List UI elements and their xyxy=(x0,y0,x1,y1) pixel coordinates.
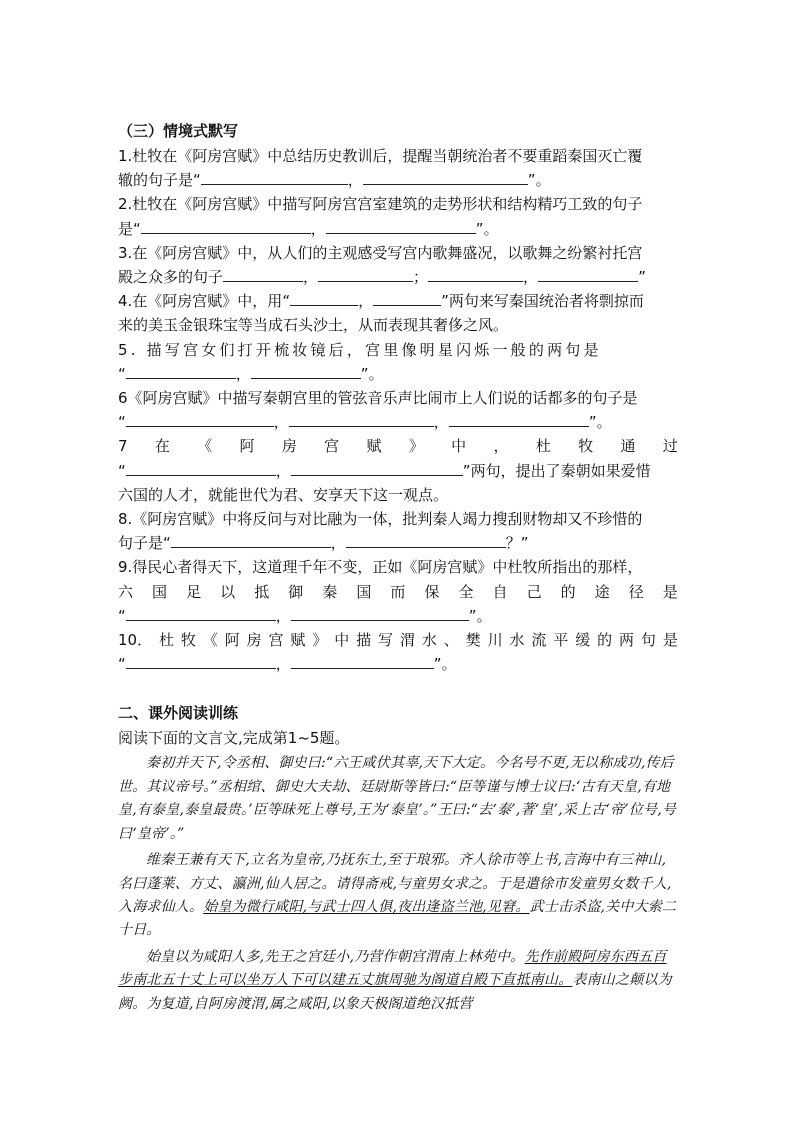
question-10-line-1: 10． 杜 牧 《 阿 房 宫 赋 》 中 描 写 渭 水 、 樊 川 水 流 平 缓 的 两 句 是 xyxy=(118,631,678,650)
answer-blank[interactable] xyxy=(291,654,434,669)
question-4-line-1: 4.在《阿房宫赋》中，用“ ， ”两句来写秦国统治者将剽掠而 xyxy=(118,292,644,311)
answer-blank[interactable] xyxy=(538,267,638,282)
classical-paragraph-2: 维秦王兼有天下,立名为皇帝,乃抚东土,至于琅邪。齐人徐市等上书,言海中有三神山,名曰蓬莱、方丈、瀛洲,仙人居之。请得斋戒,与童男女求之。于是遣徐市发童男女数千人,入海求仙人。始皇为微行咸阳,与武士四人俱,夜出逢盗兰池,见窘。武士击杀盗,关中大索二十日。 xyxy=(118,852,677,939)
question-7-line-2: “ ， ”两句，提出了秦朝如果爱惜 xyxy=(118,461,651,480)
question-3-line-1: 3.在《阿房宫赋》中，从人们的主观感受写宫内歌舞盛况，以歌舞之纷繁衬托宫 xyxy=(118,243,643,262)
question-6-line-2: “ ， ， ”。 xyxy=(118,413,612,432)
section-spacer xyxy=(118,676,678,700)
answer-blank[interactable] xyxy=(223,267,303,282)
question-4-line-2: 来的美玉金银珠宝等当成石头沙土，从而表现其奢侈之风。 xyxy=(118,316,509,335)
answer-blank[interactable] xyxy=(126,412,274,427)
answer-blank[interactable] xyxy=(291,606,469,621)
question-9-line-3: “ ， ”。 xyxy=(118,606,492,625)
question-7-line-1: 7 在 《 阿 房 宫 赋 》 中 ， 杜 牧 通 过 xyxy=(118,437,678,456)
question-7-line-3: 六国的人才，就能世代为君、安享天下这一观点。 xyxy=(118,485,449,504)
answer-blank[interactable] xyxy=(289,412,434,427)
question-1-line-2: 辙的句子是“ ， ”。 xyxy=(118,171,551,190)
question-1-line-1: 1.杜牧在《阿房宫赋》中总结历史教训后，提醒当朝统治者不要重蹈秦国灭亡覆 xyxy=(118,147,643,165)
answer-blank[interactable] xyxy=(363,170,528,185)
classical-paragraph-3: 始皇以为咸阳人多,先王之宫廷小,乃营作朝宫渭南上林苑中。先作前殿阿房东西五百步南北五十丈上可以坐万人下可以建五丈旗周驰为阁道自殿下直抵南山。表南山之颠以为阙。为复道,自阿房渡渭,属之咸阳,以象天极阁道绝汉抵营 xyxy=(118,948,672,1012)
answer-blank[interactable] xyxy=(428,267,523,282)
answer-blank[interactable] xyxy=(326,219,476,234)
classical-paragraph-1: 秦初并天下,令丞相、御史曰:“六王咸伏其辜,天下大定。今名号不更,无以称成功,传后世。其议帝号。”丞相绾、御史大夫劫、廷尉斯等皆曰:“臣等谨与博士议曰:‘古有天皇,有地皇,有泰皇,泰皇最贵。’臣等昧死上尊号,王为‘泰皇’。”王曰:“去‘泰’,著‘皇’,采上古‘帝’位号,号曰‘皇帝’。” xyxy=(118,755,677,842)
question-3-line-2: 殿之众多的句子 ， ； ， ” xyxy=(118,268,646,287)
question-5-line-1: 5. 描写宫女们打开梳妆镜后，宫里像明星闪烁一般的两句是 xyxy=(118,340,602,359)
answer-blank[interactable] xyxy=(126,364,236,379)
underlined-sentence: 先作前殿阿房东西五百步南北五十丈上可以坐万人下可以建五丈旗周驰为阁道自殿下直抵南山。 xyxy=(118,948,667,989)
question-8-line-1: 8.《阿房宫赋》中将反问与对比融为一体，批判秦人竭力搜刮财物却又不珍惜的 xyxy=(118,510,643,529)
answer-blank[interactable] xyxy=(251,364,361,379)
answer-blank[interactable] xyxy=(373,291,441,306)
question-2-line-2: 是“ ， ”。 xyxy=(118,219,499,238)
answer-blank[interactable] xyxy=(126,461,276,476)
answer-blank[interactable] xyxy=(126,606,276,621)
reading-instructions: 阅读下面的文言文,完成第1~5题。 xyxy=(118,729,350,748)
question-2-line-1: 2.杜牧在《阿房宫赋》中描写阿房宫宫室建筑的走势形状和结构精巧工致的句子 xyxy=(118,195,643,214)
question-8-line-2: 句子是“ ， ？” xyxy=(118,534,529,553)
underlined-sentence: 始皇为微行咸阳,与武士四人俱,夜出逢盗兰池,见窘。 xyxy=(203,898,530,915)
answer-blank[interactable] xyxy=(318,267,413,282)
answer-blank[interactable] xyxy=(126,654,276,669)
section-title-reading: 二、课外阅读训练 xyxy=(118,704,239,723)
answer-blank[interactable] xyxy=(201,170,348,185)
question-6-line-1: 6《阿房宫赋》中描写秦朝宫里的管弦音乐声比闹市上人们说的话都多的句子是 xyxy=(118,389,638,408)
document-page xyxy=(118,118,678,1016)
question-9-line-1: 9.得民心者得天下，这道理千年不变，正如《阿房宫赋》中杜牧所指出的那样， xyxy=(118,558,643,577)
answer-blank[interactable] xyxy=(346,533,506,548)
question-10-line-2: “ ， ”。 xyxy=(118,655,457,674)
answer-blank[interactable] xyxy=(141,219,311,234)
question-9-line-2: 六 国 足 以 抵 御 秦 国 而 保 全 自 己 的 途 径 是 xyxy=(118,582,678,601)
section-title-situational-dictation: （三）情境式默写 xyxy=(118,122,239,140)
answer-blank[interactable] xyxy=(291,461,463,476)
answer-blank[interactable] xyxy=(171,533,331,548)
answer-blank[interactable] xyxy=(290,291,358,306)
question-5-line-2: “ ， ”。 xyxy=(118,364,384,383)
answer-blank[interactable] xyxy=(449,412,589,427)
